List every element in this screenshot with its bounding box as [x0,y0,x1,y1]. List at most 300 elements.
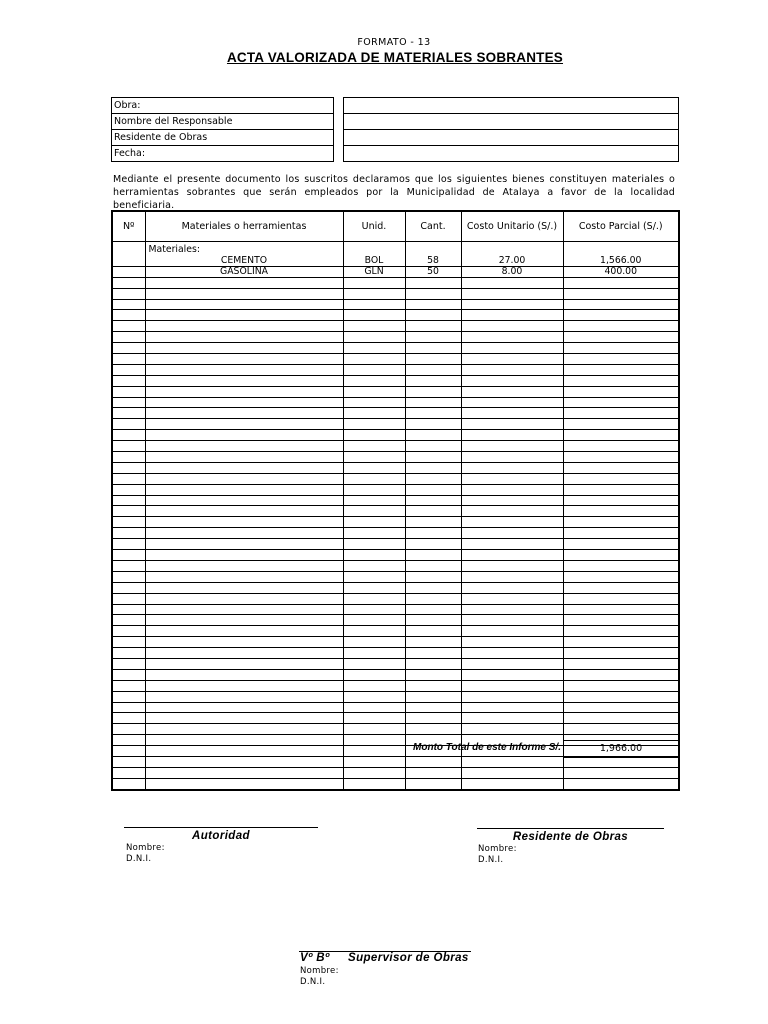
responsable-value-field[interactable] [344,114,679,130]
qty-cell [405,310,461,321]
unit-cost-cell [461,386,563,397]
partial-cost-cell [563,462,679,473]
unit-cell [343,343,405,354]
table-row [112,648,679,659]
partial-cost-cell [563,242,679,257]
unit-cost-cell [461,648,563,659]
item-name-cell [145,778,343,789]
unit-cost-cell [461,364,563,375]
table-row [112,778,679,789]
partial-cost-cell [563,452,679,463]
unit-cell [343,364,405,375]
partial-cost-cell [563,517,679,528]
table-row [112,702,679,713]
row-number-cell [112,452,145,463]
unit-cost-cell [461,680,563,691]
unit-cell [343,299,405,310]
table-row [112,495,679,506]
item-name-cell [145,680,343,691]
unit-cost-cell [461,506,563,517]
unit-cell [343,582,405,593]
info-row-obra [112,98,334,114]
qty-cell [405,441,461,452]
col-header-unit: Unid. [343,211,405,242]
row-number-cell [112,550,145,561]
partial-cost-cell [563,713,679,724]
partial-cost-cell [563,778,679,789]
row-number-cell [112,658,145,669]
unit-cost-cell [461,321,563,332]
partial-cost-cell [563,593,679,604]
document-title: ACTA VALORIZADA DE MATERIALES SOBRANTES [226,50,564,65]
unit-cost-cell [461,277,563,288]
row-number-cell [112,756,145,767]
unit-cost-cell [461,593,563,604]
unit-cell [343,724,405,735]
unit-cost-cell [461,767,563,778]
table-row [112,473,679,484]
unit-cell [343,767,405,778]
unit-cost-cell [461,310,563,321]
residente-label: Residente de Obras [112,130,334,146]
partial-cost-cell [563,332,679,343]
item-name-cell [145,746,343,757]
unit-cell [343,397,405,408]
table-row [112,767,679,778]
row-number-cell [112,430,145,441]
item-name-cell [145,430,343,441]
unit-cost-cell [461,604,563,615]
unit-cell [343,332,405,343]
partial-cost-cell [563,343,679,354]
table-row [112,430,679,441]
item-name-cell [145,375,343,386]
table-row [112,658,679,669]
table-row [112,321,679,332]
unit-cell [343,386,405,397]
item-name-cell [145,386,343,397]
table-row [112,266,679,277]
row-number-cell [112,375,145,386]
row-number-cell [112,354,145,365]
unit-cell [343,462,405,473]
qty-cell [405,288,461,299]
qty-cell [405,658,461,669]
unit-cell [343,242,405,257]
row-number-cell [112,560,145,571]
unit-cell [343,517,405,528]
qty-cell [405,767,461,778]
item-name-cell [145,550,343,561]
col-header-unit-cost: Costo Unitario (S/.) [461,211,563,242]
resident-id-label: D.N.I. [478,855,504,865]
row-number-cell [112,593,145,604]
partial-cost-cell [563,604,679,615]
qty-cell [405,462,461,473]
qty-cell [405,375,461,386]
authority-signature-line [124,827,318,828]
unit-cell [343,484,405,495]
item-name-cell [145,462,343,473]
item-name-cell: GASOLINA [145,266,343,277]
unit-cell [343,571,405,582]
row-number-cell [112,735,145,746]
table-row [112,386,679,397]
row-number-cell [112,702,145,713]
item-name-cell [145,343,343,354]
item-name-cell [145,277,343,288]
item-name-cell [145,539,343,550]
qty-cell [405,528,461,539]
unit-cell [343,288,405,299]
unit-cell [343,321,405,332]
unit-cost-cell [461,539,563,550]
row-number-cell [112,604,145,615]
item-name-cell [145,648,343,659]
unit-cell [343,277,405,288]
qty-cell [405,473,461,484]
unit-cost-cell [461,778,563,789]
residente-value-field[interactable] [344,130,679,146]
item-name-cell [145,419,343,430]
resident-signature-line [477,828,664,829]
qty-cell [405,386,461,397]
row-number-cell [112,473,145,484]
info-values-table [343,97,679,162]
qty-cell [405,242,461,257]
qty-cell [405,517,461,528]
unit-cell [343,539,405,550]
partial-cost-cell [563,375,679,386]
unit-cost-cell [461,724,563,735]
supervisor-name-label: Nombre: [300,966,339,976]
row-number-cell [112,571,145,582]
fecha-value-field[interactable] [344,146,679,162]
partial-cost-cell [563,702,679,713]
unit-cost-cell [461,615,563,626]
unit-cost-cell [461,441,563,452]
row-number-cell [112,778,145,789]
partial-cost-cell: 1,566.00 [563,256,679,266]
unit-cost-cell [461,242,563,257]
item-name-cell [145,473,343,484]
qty-cell [405,756,461,767]
item-name-cell [145,604,343,615]
unit-cost-cell [461,756,563,767]
unit-cost-cell [461,626,563,637]
unit-cost-cell [461,452,563,463]
qty-cell [405,560,461,571]
info-value-row-responsable [344,114,679,130]
table-row [112,332,679,343]
row-number-cell [112,767,145,778]
table-row [112,593,679,604]
unit-cell [343,441,405,452]
info-row-responsable [112,114,334,130]
partial-cost-cell [563,550,679,561]
table-row [112,756,679,767]
table-row [112,582,679,593]
row-number-cell [112,310,145,321]
unit-cost-cell [461,495,563,506]
fecha-label: Fecha: [112,146,334,162]
item-name-cell [145,702,343,713]
row-number-cell [112,364,145,375]
item-name-cell [145,560,343,571]
partial-cost-cell [563,408,679,419]
partial-cost-cell [563,364,679,375]
row-number-cell [112,528,145,539]
table-row [112,452,679,463]
unit-cost-cell [461,702,563,713]
authority-id-label: D.N.I. [126,854,152,864]
table-row [112,571,679,582]
unit-cell [343,473,405,484]
table-row [112,691,679,702]
item-name-cell [145,735,343,746]
resident-name-label: Nombre: [478,844,517,854]
partial-cost-cell [563,626,679,637]
item-name-cell [145,724,343,735]
row-number-cell [112,517,145,528]
row-number-cell [112,266,145,277]
item-name-cell [145,615,343,626]
unit-cost-cell [461,332,563,343]
table-row [112,724,679,735]
row-number-cell [112,615,145,626]
item-name-cell [145,397,343,408]
row-number-cell [112,299,145,310]
item-name-cell [145,332,343,343]
unit-cost-cell [461,430,563,441]
table-row [112,517,679,528]
intro-paragraph: Mediante el presente documento los suscritos declaramos que los siguientes bienes constituyen materiales o herramientas sobrantes que serán empleados por la Municipalidad de Atalaya a favor de la localidad beneficiaria. [113,174,675,211]
unit-cell [343,637,405,648]
partial-cost-cell [563,560,679,571]
total-amount: 1,966.00 [563,740,679,758]
partial-cost-cell [563,354,679,365]
table-row [112,288,679,299]
item-name-cell [145,506,343,517]
resident-role: Residente de Obras [512,831,629,843]
table-row [112,375,679,386]
row-number-cell [112,242,145,257]
qty-cell [405,277,461,288]
partial-cost-cell [563,756,679,767]
table-row [112,310,679,321]
partial-cost-cell [563,495,679,506]
unit-cell [343,560,405,571]
row-number-cell [112,724,145,735]
table-row [112,506,679,517]
table-row [112,550,679,561]
item-name-cell [145,484,343,495]
obra-value-field[interactable] [344,98,679,114]
qty-cell [405,571,461,582]
partial-cost-cell [563,288,679,299]
row-number-cell [112,343,145,354]
table-row [112,528,679,539]
unit-cell [343,452,405,463]
qty-cell [405,680,461,691]
col-header-quantity: Cant. [405,211,461,242]
partial-cost-cell [563,528,679,539]
table-row [112,256,679,266]
info-labels-table [111,97,334,162]
unit-cell: GLN [343,266,405,277]
partial-cost-cell [563,419,679,430]
qty-cell: 50 [405,266,461,277]
section-label: Materiales: [145,242,343,257]
unit-cell [343,691,405,702]
unit-cell [343,702,405,713]
partial-cost-cell [563,539,679,550]
partial-cost-cell [563,484,679,495]
unit-cell [343,419,405,430]
item-name-cell [145,571,343,582]
partial-cost-cell [563,430,679,441]
item-name-cell [145,495,343,506]
unit-cost-cell [461,473,563,484]
supervisor-id-label: D.N.I. [300,977,326,987]
qty-cell [405,452,461,463]
item-name-cell [145,582,343,593]
unit-cell [343,528,405,539]
qty-cell [405,604,461,615]
materials-table [111,210,680,791]
table-row [112,364,679,375]
unit-cell [343,430,405,441]
table-row [112,419,679,430]
qty-cell [405,506,461,517]
row-number-cell [112,332,145,343]
table-row [112,680,679,691]
table-row [112,713,679,724]
partial-cost-cell [563,724,679,735]
row-number-cell [112,441,145,452]
info-value-row-obra [344,98,679,114]
unit-cell [343,604,405,615]
unit-cost-cell [461,517,563,528]
row-number-cell [112,397,145,408]
partial-cost-cell [563,571,679,582]
item-name-cell [145,321,343,332]
item-name-cell: CEMENTO [145,256,343,266]
row-number-cell [112,288,145,299]
row-number-cell [112,582,145,593]
item-name-cell [145,364,343,375]
table-row [112,637,679,648]
unit-cost-cell [461,658,563,669]
qty-cell [405,430,461,441]
qty-cell [405,408,461,419]
supervisor-role: Supervisor de Obras [348,952,469,964]
partial-cost-cell [563,615,679,626]
qty-cell [405,354,461,365]
table-row [112,484,679,495]
partial-cost-cell [563,386,679,397]
item-name-cell [145,299,343,310]
unit-cell [343,550,405,561]
row-number-cell [112,637,145,648]
unit-cost-cell [461,560,563,571]
item-name-cell [145,658,343,669]
unit-cell [343,658,405,669]
item-name-cell [145,713,343,724]
item-name-cell [145,310,343,321]
table-row [112,441,679,452]
qty-cell [405,299,461,310]
unit-cell [343,648,405,659]
qty-cell: 58 [405,256,461,266]
unit-cost-cell [461,713,563,724]
unit-cost-cell [461,691,563,702]
obra-label: Obra: [112,98,334,114]
qty-cell [405,713,461,724]
qty-cell [405,691,461,702]
row-number-cell [112,419,145,430]
authority-name-label: Nombre: [126,843,165,853]
unit-cost-cell [461,669,563,680]
unit-cost-cell [461,299,563,310]
unit-cell: BOL [343,256,405,266]
item-name-cell [145,626,343,637]
table-row [112,343,679,354]
qty-cell [405,550,461,561]
unit-cell [343,495,405,506]
item-name-cell [145,756,343,767]
supervisor-approval-prefix: Vº Bº [300,952,330,964]
qty-cell [405,397,461,408]
table-row [112,397,679,408]
unit-cell [343,626,405,637]
partial-cost-cell [563,506,679,517]
row-number-cell [112,495,145,506]
responsable-label: Nombre del Responsable [112,114,334,130]
item-name-cell [145,441,343,452]
partial-cost-cell [563,767,679,778]
unit-cost-cell [461,571,563,582]
table-row [112,277,679,288]
partial-cost-cell [563,277,679,288]
table-row [112,626,679,637]
unit-cell [343,756,405,767]
partial-cost-cell [563,397,679,408]
row-number-cell [112,386,145,397]
row-number-cell [112,277,145,288]
table-row [112,604,679,615]
row-number-cell [112,321,145,332]
col-header-number: Nº [112,211,145,242]
col-header-partial-cost: Costo Parcial (S/.) [563,211,679,242]
table-section-row [112,242,679,257]
unit-cell [343,778,405,789]
qty-cell [405,626,461,637]
qty-cell [405,669,461,680]
item-name-cell [145,669,343,680]
row-number-cell [112,691,145,702]
unit-cost-cell [461,528,563,539]
table-row [112,669,679,680]
partial-cost-cell [563,680,679,691]
row-number-cell [112,256,145,266]
unit-cost-cell: 8.00 [461,266,563,277]
unit-cell [343,408,405,419]
unit-cost-cell [461,550,563,561]
qty-cell [405,637,461,648]
unit-cell [343,375,405,386]
unit-cost-cell [461,375,563,386]
